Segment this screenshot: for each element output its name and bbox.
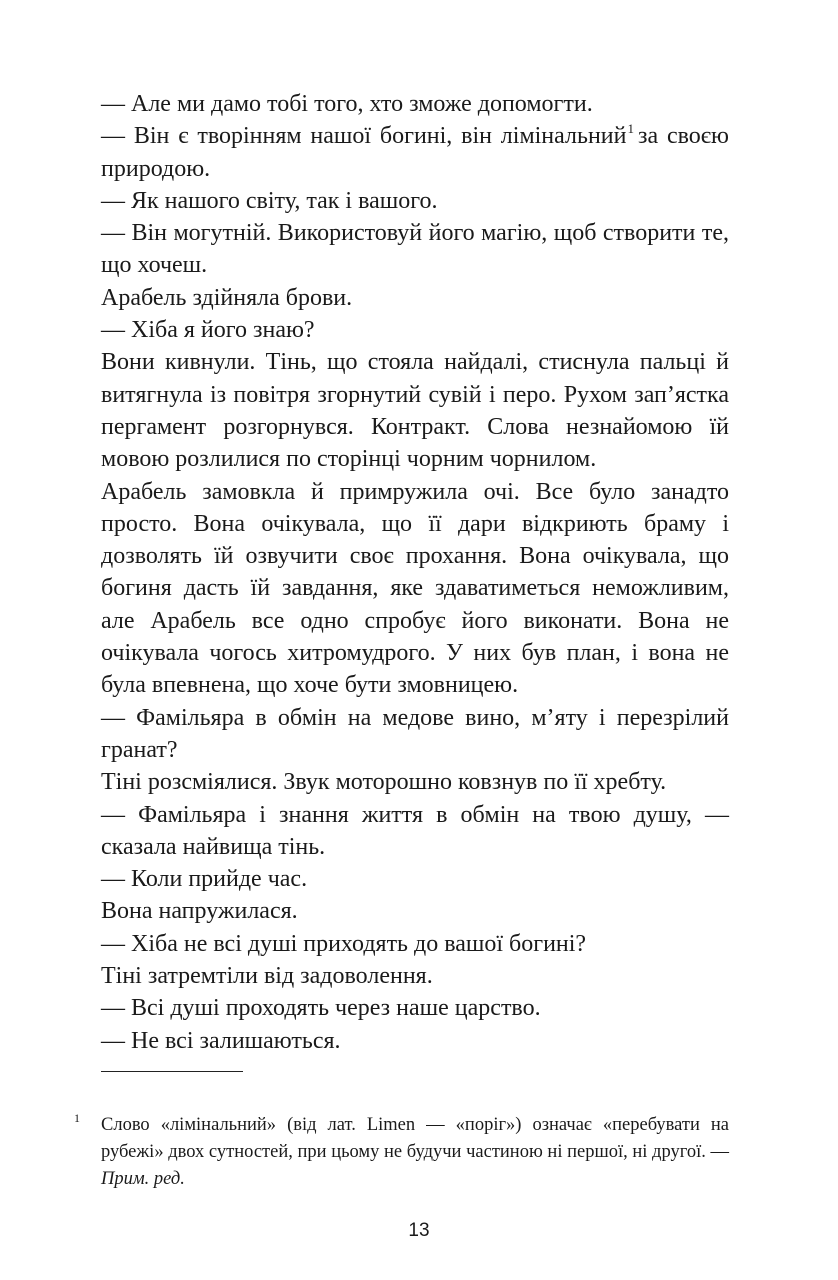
paragraph-9: — Фамільяра в обмін на медове вино, м’яту і перезрілий гранат? <box>101 704 729 763</box>
paragraph-1: — Але ми дамо тобі того, хто зможе допомогти. <box>101 91 593 117</box>
paragraph-13: Вона напружилася. <box>101 898 298 925</box>
paragraph-16: — Всі душі проходять через наше царство. <box>101 995 541 1022</box>
paragraph-4: — Він могутній. Використовуй його магію, щоб створити те, що хочеш. <box>101 220 729 279</box>
paragraph-12: — Коли прийде час. <box>101 866 308 893</box>
footnote-reference[interactable]: 1 <box>627 121 634 137</box>
paragraph-2 <box>101 120 729 185</box>
page-content <box>101 88 729 1057</box>
paragraph-7: Вони кивнули. Тінь, що стояла найдалі, стиснула пальці й витягнула із повітря згорнутий сувій і перо. Рухом зап’ястка пергамент розгорнувся. Контракт. Слова незнайомою їй мовою розлилися по сторінці чорним чорнилом. <box>101 349 729 473</box>
paragraph-15: Тіні затремтіли від задоволення. <box>101 963 433 990</box>
paragraph-2-tail: за своєю природою. <box>101 123 729 182</box>
paragraph-5: Арабель здійняла брови. <box>101 284 353 311</box>
footnote <box>74 1111 729 1193</box>
paragraph-11: — Фамільяра і знання життя в обмін на твою душу, — сказала найвища тінь. <box>101 801 729 860</box>
body-text <box>101 88 729 1057</box>
paragraph-3: — Як нашого світу, так і вашого. <box>101 187 438 214</box>
footnote-marker: 1 <box>74 1111 80 1125</box>
paragraph-6: — Хіба я його знаю? <box>101 317 315 344</box>
page-number: 13 <box>408 1220 430 1241</box>
paragraph-8: Арабель замовкла й примружила очі. Все було занадто просто. Вона очікувала, що її дари відкриють браму і дозволять їй озвучити своє прохання. Вона очікувала, що богиня дасть їй завдання, яке здаватиметься неможливим, але Арабель все одно спробує його виконати. Вона не очікувала чогось хитромудрого. У них був план, і вона не була впевнена, що хоче бути змовницею. <box>101 478 729 699</box>
paragraph-2-text: — Він є творінням нашої богині, він лімінальний <box>101 123 627 150</box>
paragraph-10: Тіні розсміялися. Звук моторошно ковзнув по її хребту. <box>101 769 667 796</box>
footnote-editor-note: Прим. ред. <box>101 1169 185 1189</box>
paragraph-17: — Не всі залишаються. <box>101 1027 341 1054</box>
footnote-divider <box>101 1071 243 1072</box>
footnote-text: Слово «лімінальний» (від лат. Limen — «поріг») означає «перебувати на рубежі» двох сутностей, при цьому не будучи частиною ні першої, ні другої. — <box>101 1115 729 1162</box>
paragraph-14: — Хіба не всі душі приходять до вашої богині? <box>101 930 587 957</box>
